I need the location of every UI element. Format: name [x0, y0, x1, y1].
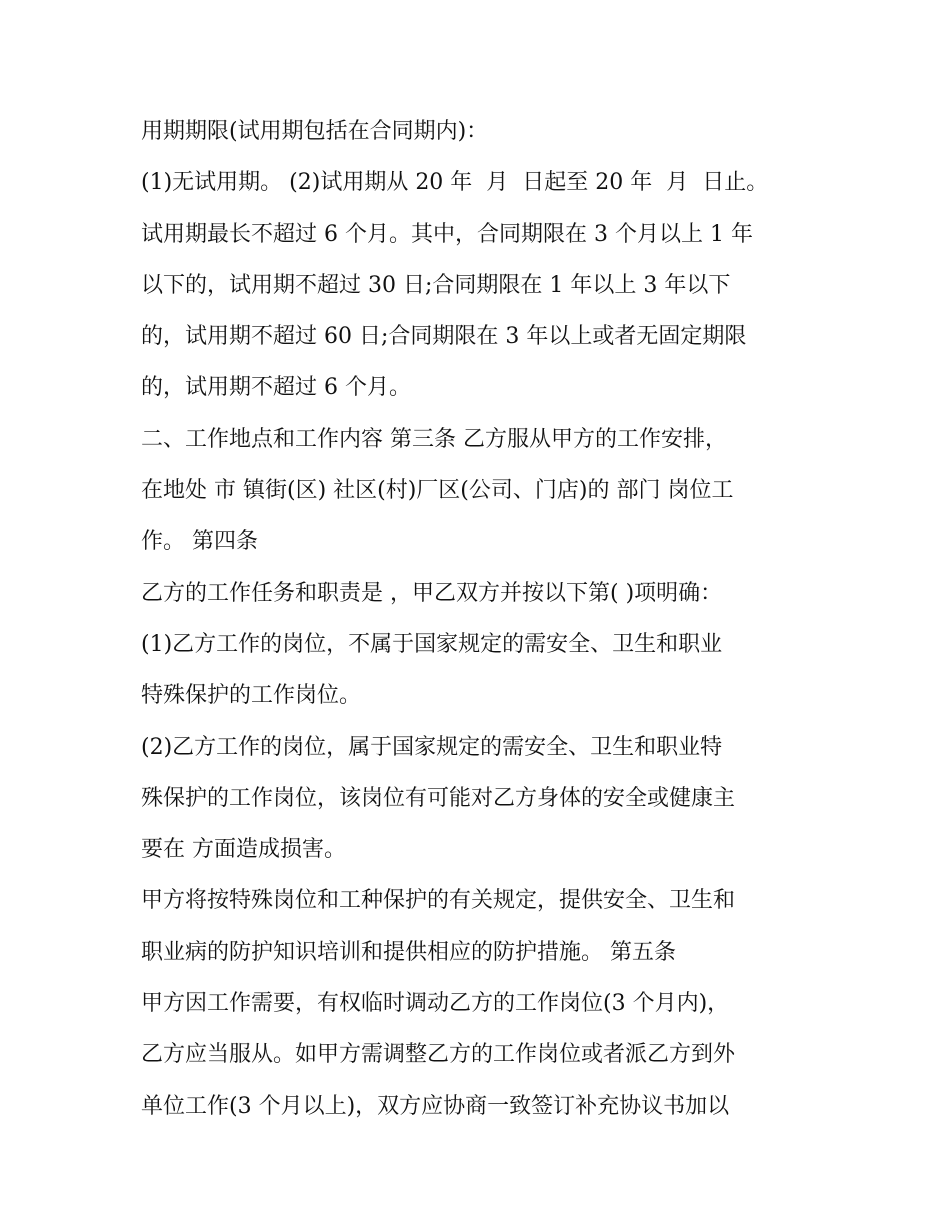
section-heading-line: 二、工作地点和工作内容 第三条 乙方服从甲方的工作安排，: [141, 426, 727, 452]
text-line: (1)无试用期。 (2)试用期从 20 年 月 日起至 20 年 月 日止。: [141, 170, 769, 196]
text-line: 特殊保护的工作岗位。: [141, 683, 362, 709]
text-line: 以下的，试用期不超过 30 日;合同期限在 1 年以上 3 年以下: [141, 272, 731, 298]
text-line: 单位工作(3 个月以上)，双方应协商一致签订补充协议书加以: [141, 1093, 730, 1119]
text-line: 甲方因工作需要，有权临时调动乙方的工作岗位(3 个月内)，: [141, 991, 730, 1017]
text-line: 职业病的防护知识培训和提供相应的防护措施。 第五条: [141, 939, 676, 965]
text-line: 乙方的工作任务和职责是 ，甲乙双方并按以下第( )项明确：: [141, 580, 723, 606]
document-body: [141, 106, 841, 1132]
text-line: (2)乙方工作的岗位，属于国家规定的需安全、卫生和职业特: [141, 734, 723, 760]
text-line: 在地处 市 镇街(区) 社区(村)厂区(公司、门店)的 部门 岗位工: [141, 478, 734, 504]
text-line: 作。 第四条: [141, 529, 258, 555]
text-line: 要在 方面造成损害。: [141, 837, 346, 863]
text-line: 的，试用期不超过 60 日;合同期限在 3 年以上或者无固定期限: [141, 324, 747, 350]
text-line: 试用期最长不超过 6 个月。其中，合同期限在 3 个月以上 1 年: [141, 221, 753, 247]
text-line: (1)乙方工作的岗位，不属于国家规定的需安全、卫生和职业: [141, 631, 723, 657]
text-line: 的，试用期不超过 6 个月。: [141, 375, 411, 401]
text-line: 用期期限(试用期包括在合同期内)：: [141, 119, 489, 144]
text-line: 乙方应当服从。如甲方需调整乙方的工作岗位或者派乙方到外: [141, 1042, 736, 1068]
text-line: 殊保护的工作岗位，该岗位有可能对乙方身体的安全或健康主: [141, 785, 736, 811]
text-line: 甲方将按特殊岗位和工种保护的有关规定，提供安全、卫生和: [141, 888, 736, 914]
